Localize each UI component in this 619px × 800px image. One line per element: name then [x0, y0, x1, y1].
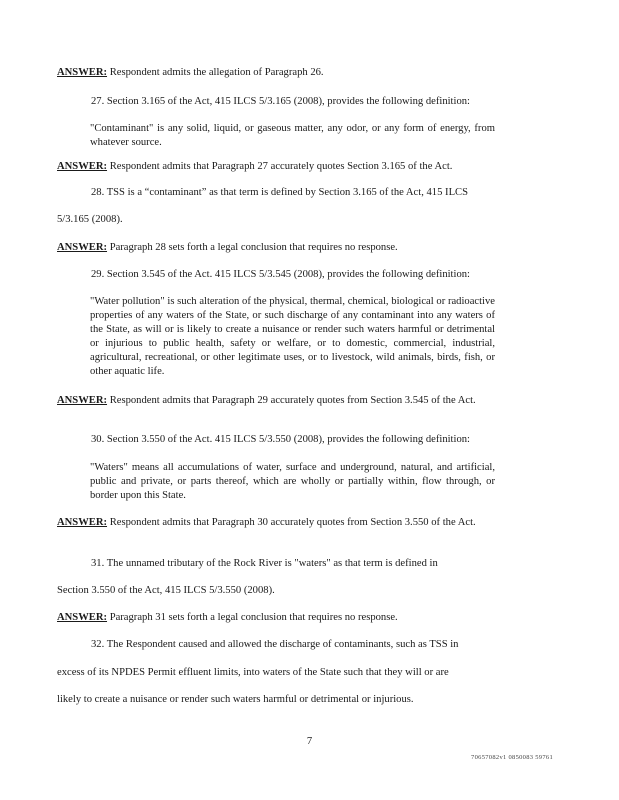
answer-26	[57, 66, 527, 80]
quote-29: "Water pollution" is such alteration of the physical, thermal, chemical, biological or radioactive properties of any waters of the State, or such discharge of any contaminant into any waters of the State, as will or is likely to create a nuisance or render such waters harmful or detrimental or injurious to public health, safety or welfare, or to domestic, commercial, industrial, agricultural, recreational, or other legitimate uses, or to livestock, wild animals, birds, fish, or other aquatic life.	[90, 296, 495, 377]
answer-label: ANSWER:	[57, 242, 108, 253]
page-number: 7	[306, 736, 313, 747]
quote-27: "Contaminant" is any solid, liquid, or gaseous matter, any odor, or any form of energy, from whatever source.	[90, 123, 495, 148]
answer-text: Respondent admits that Paragraph 29 accurately quotes from Section 3.545 of the Act.	[109, 395, 476, 406]
answer-31	[57, 611, 527, 625]
answer-28	[57, 241, 527, 255]
answer-30	[57, 516, 527, 530]
answer-text: Respondent admits the allegation of Paragraph 26.	[109, 67, 324, 78]
paragraph-29: 29. Section 3.545 of the Act. 415 ILCS 5/3.545 (2008), provides the following definition:	[91, 269, 470, 280]
answer-label: ANSWER:	[57, 517, 108, 528]
paragraph-28-line1: 28. TSS is a “contaminant” as that term is defined by Section 3.165 of the Act, 415 ILCS	[91, 187, 468, 198]
answer-text: Paragraph 28 sets forth a legal conclusion that requires no response.	[109, 242, 398, 253]
paragraph-28-line2: 5/3.165 (2008).	[57, 214, 123, 225]
answer-label: ANSWER:	[57, 67, 108, 78]
answer-29	[57, 394, 527, 408]
answer-text: Respondent admits that Paragraph 30 accurately quotes from Section 3.550 of the Act.	[109, 517, 476, 528]
answer-text: Respondent admits that Paragraph 27 accurately quotes Section 3.165 of the Act.	[109, 161, 453, 172]
paragraph-30: 30. Section 3.550 of the Act. 415 ILCS 5/3.550 (2008), provides the following definition:	[91, 434, 470, 445]
paragraph-32-line3: likely to create a nuisance or render such waters harmful or detrimental or injurious.	[57, 694, 414, 705]
answer-label: ANSWER:	[57, 395, 108, 406]
paragraph-32-line1: 32. The Respondent caused and allowed the discharge of contaminants, such as TSS in	[91, 639, 459, 650]
paragraph-27: 27. Section 3.165 of the Act, 415 ILCS 5/3.165 (2008), provides the following definition:	[91, 96, 470, 107]
paragraph-31-line1: 31. The unnamed tributary of the Rock River is "waters" as that term is defined in	[91, 558, 438, 569]
answer-27	[57, 160, 527, 174]
document-id-footer: 70657082v1 0850083 59761	[471, 754, 553, 761]
paragraph-32-line2: excess of its NPDES Permit effluent limits, into waters of the State such that they will or are	[57, 667, 449, 678]
answer-text: Paragraph 31 sets forth a legal conclusion that requires no response.	[109, 612, 398, 623]
quote-30: "Waters" means all accumulations of water, surface and underground, natural, and artificial, public and private, or parts thereof, which are wholly or partially within, flow through, or border upon this State.	[90, 462, 495, 501]
answer-label: ANSWER:	[57, 161, 108, 172]
paragraph-31-line2: Section 3.550 of the Act, 415 ILCS 5/3.550 (2008).	[57, 585, 275, 596]
answer-label: ANSWER:	[57, 612, 108, 623]
